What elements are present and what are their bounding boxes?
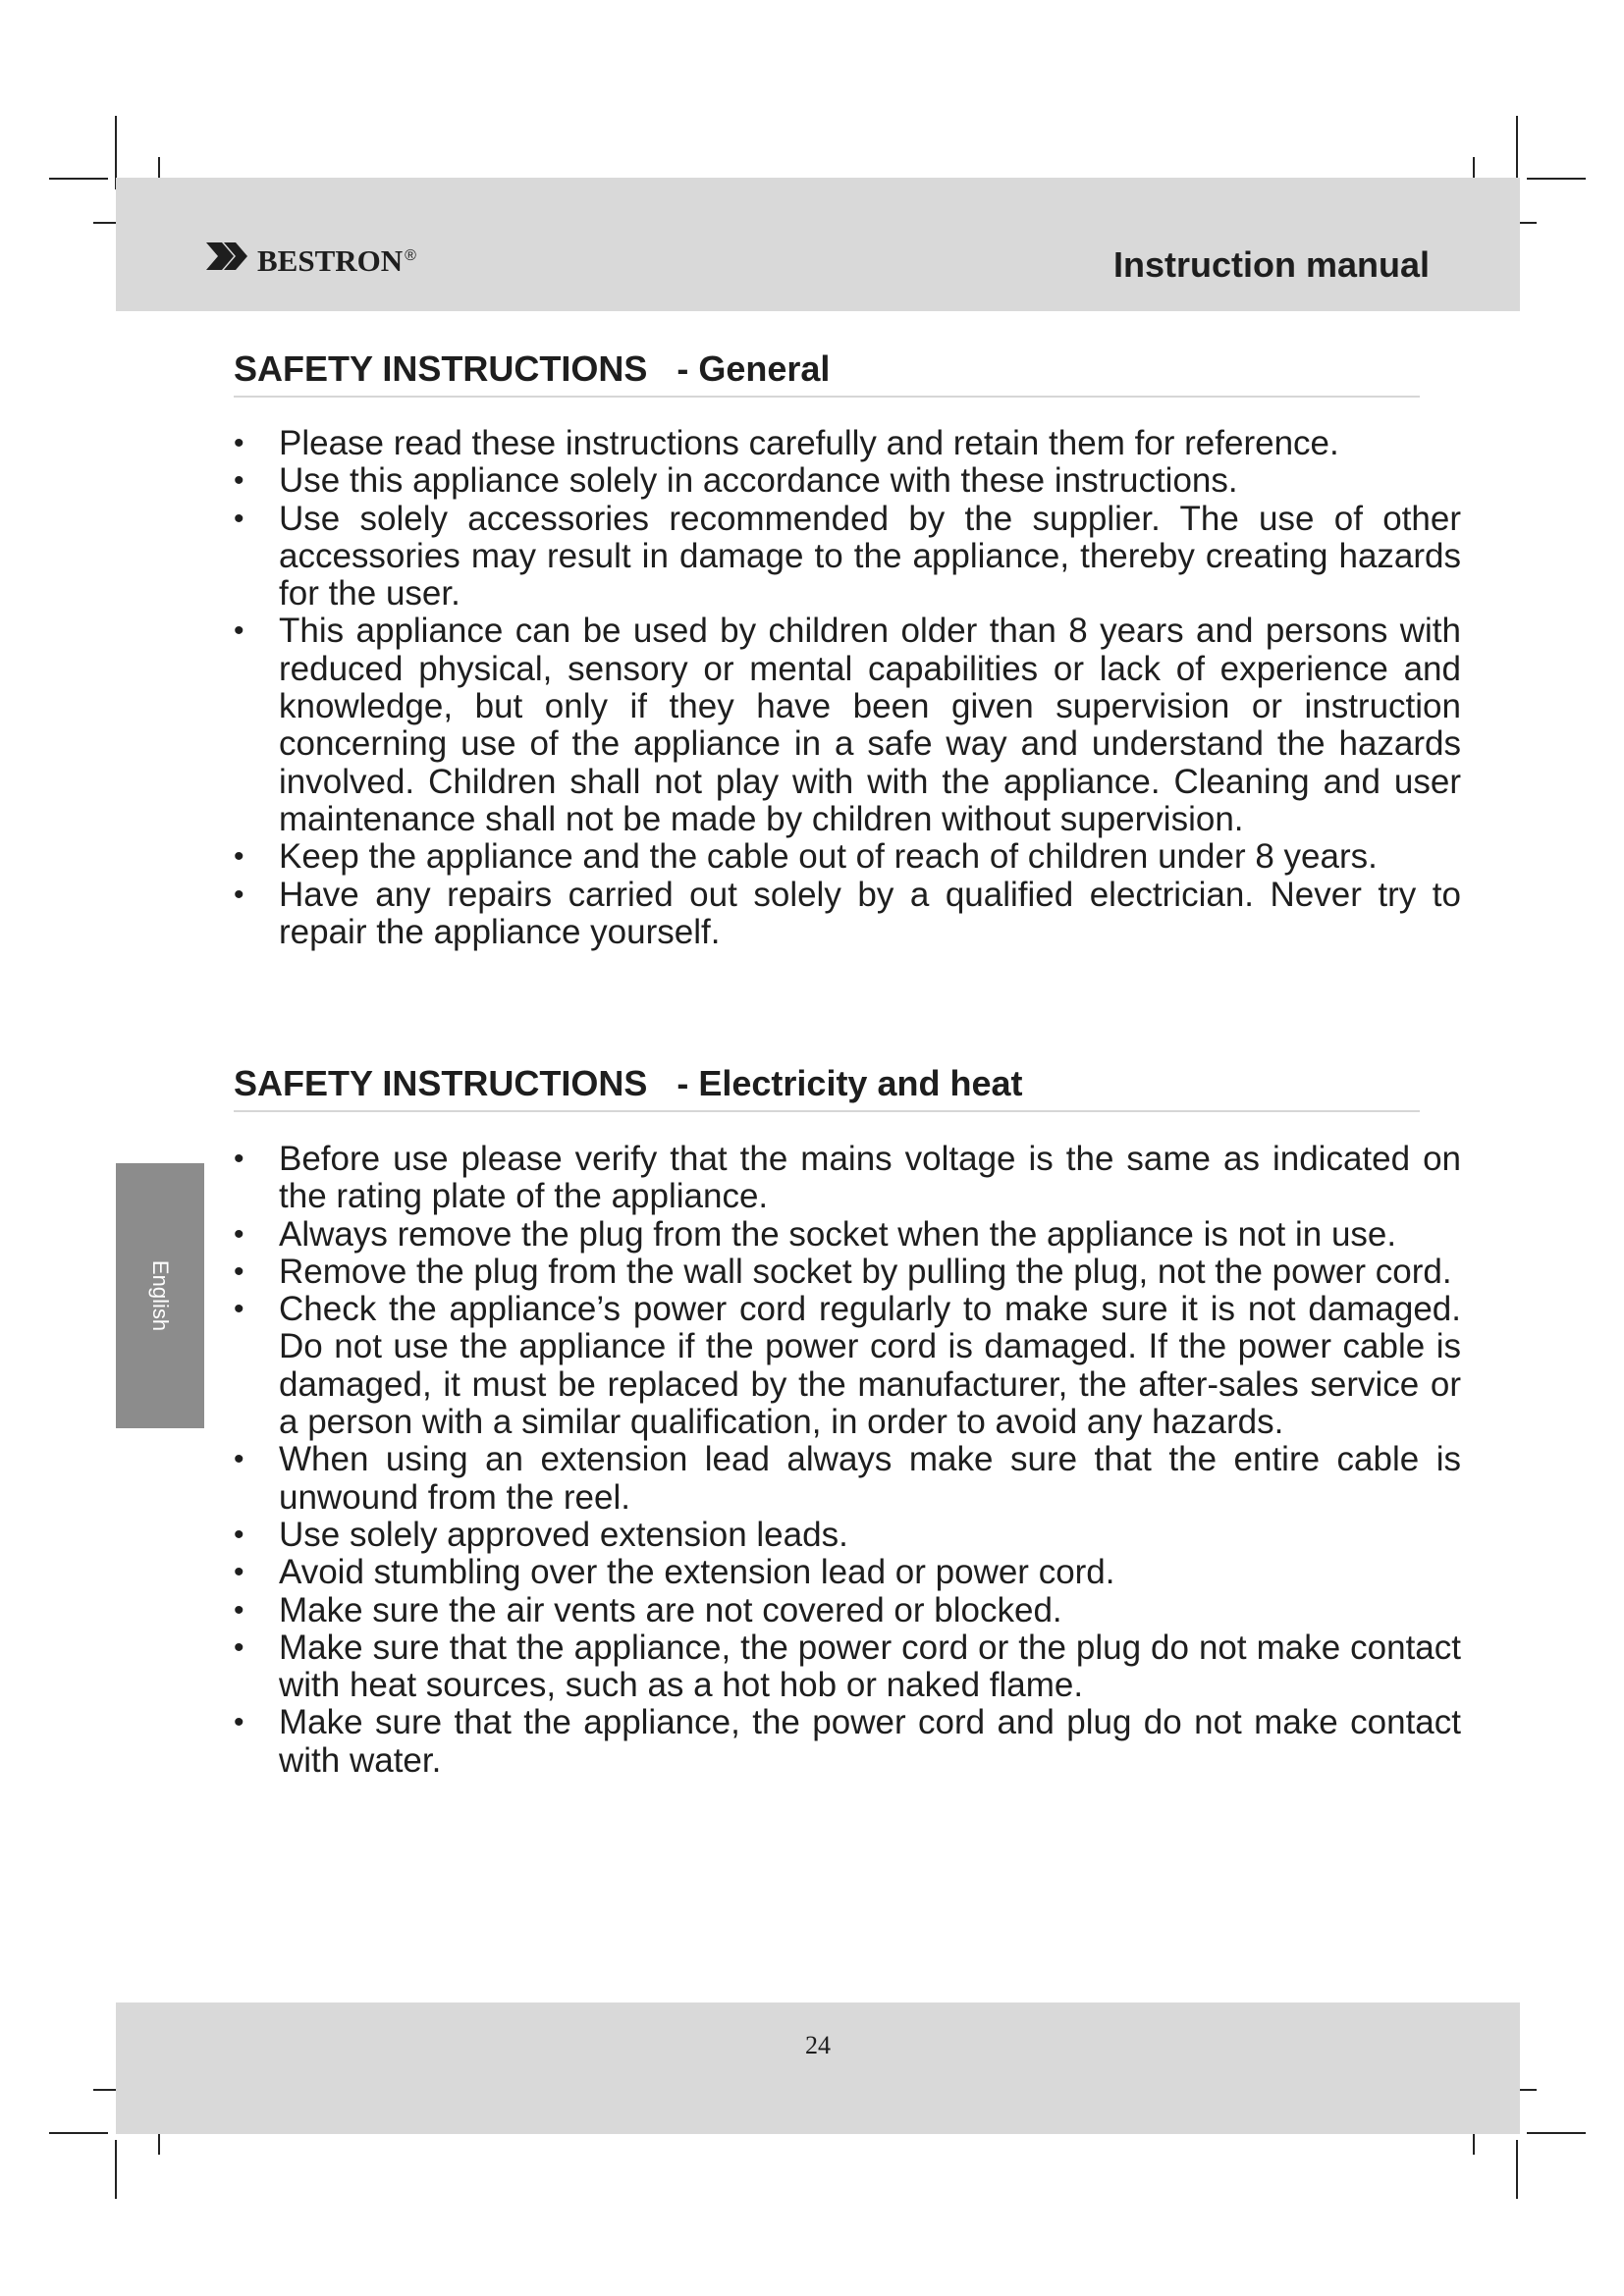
crop-mark bbox=[115, 2140, 117, 2199]
crop-mark bbox=[1527, 2132, 1586, 2134]
electricity-safety-list bbox=[234, 1141, 1461, 1780]
page-number: 24 bbox=[805, 2031, 831, 2059]
list-item: • Remove the plug from the wall socket by pulling the plug, not the power cord. bbox=[234, 1254, 1461, 1291]
section-divider bbox=[234, 1110, 1420, 1112]
crop-mark bbox=[1527, 178, 1586, 180]
list-item: • Keep the appliance and the cable out of reach of children under 8 years. bbox=[234, 838, 1461, 876]
list-item: • Make sure that the appliance, the power cord or the plug do not make contact with heat sources, such as a hot hob or naked flame. bbox=[234, 1629, 1461, 1705]
list-item: • Please read these instructions carefully and retain them for reference. bbox=[234, 425, 1461, 462]
crop-mark bbox=[1516, 2140, 1518, 2199]
section-heading-electricity: SAFETY INSTRUCTIONS - Electricity and heat bbox=[234, 1063, 1023, 1103]
list-item: • Check the appliance’s power cord regularly to make sure it is not damaged. Do not use the appliance if the power cord is damaged. If the power cable is damaged, it must be replaced by the manufacturer, the after-sales service or a person with a similar qualification, in order to avoid any hazards. bbox=[234, 1291, 1461, 1441]
chevron-logo-icon bbox=[204, 239, 253, 274]
footer-band bbox=[116, 2002, 1520, 2134]
section-heading-general: SAFETY INSTRUCTIONS - General bbox=[234, 348, 831, 389]
header-title: Instruction manual bbox=[1112, 244, 1430, 285]
general-safety-list bbox=[234, 425, 1461, 951]
list-item: • This appliance can be used by children older than 8 years and persons with reduced physical, sensory or mental capabilities or lack of experience and knowledge, but only if they have been given supervision or instruction concerning use of the appliance in a safe way and understand the hazards involved. Children shall not play with with the appliance. Cleaning and user maintenance shall not be made by children without supervision. bbox=[234, 613, 1461, 838]
list-item: • Use this appliance solely in accordance with these instructions. bbox=[234, 462, 1461, 500]
list-item: • Make sure the air vents are not covered or blocked. bbox=[234, 1592, 1461, 1629]
list-item: • Before use please verify that the mains voltage is the same as indicated on the rating plate of the appliance. bbox=[234, 1141, 1461, 1216]
list-item: • Make sure that the appliance, the power cord and plug do not make contact with water. bbox=[234, 1704, 1461, 1780]
section-divider bbox=[234, 396, 1420, 398]
crop-mark bbox=[49, 2132, 108, 2134]
language-side-tab bbox=[116, 1163, 204, 1428]
list-item: • Always remove the plug from the socket when the appliance is not in use. bbox=[234, 1216, 1461, 1254]
list-item: • Have any repairs carried out solely by a qualified electrician. Never try to repair the appliance yourself. bbox=[234, 877, 1461, 952]
brand-name: bestron bbox=[257, 232, 404, 281]
list-item: • Use solely accessories recommended by the supplier. The use of other accessories may result in damage to the appliance, thereby creating hazards for the user. bbox=[234, 501, 1461, 614]
list-item: • Avoid stumbling over the extension lead or power cord. bbox=[234, 1554, 1461, 1591]
brand-logo bbox=[204, 232, 416, 281]
crop-mark bbox=[49, 178, 108, 180]
language-label: English bbox=[148, 1259, 173, 1332]
list-item: • Use solely approved extension leads. bbox=[234, 1517, 1461, 1554]
header-band bbox=[116, 178, 1520, 311]
list-item: • When using an extension lead always make sure that the entire cable is unwound from the reel. bbox=[234, 1441, 1461, 1517]
registered-mark: ® bbox=[405, 247, 416, 264]
